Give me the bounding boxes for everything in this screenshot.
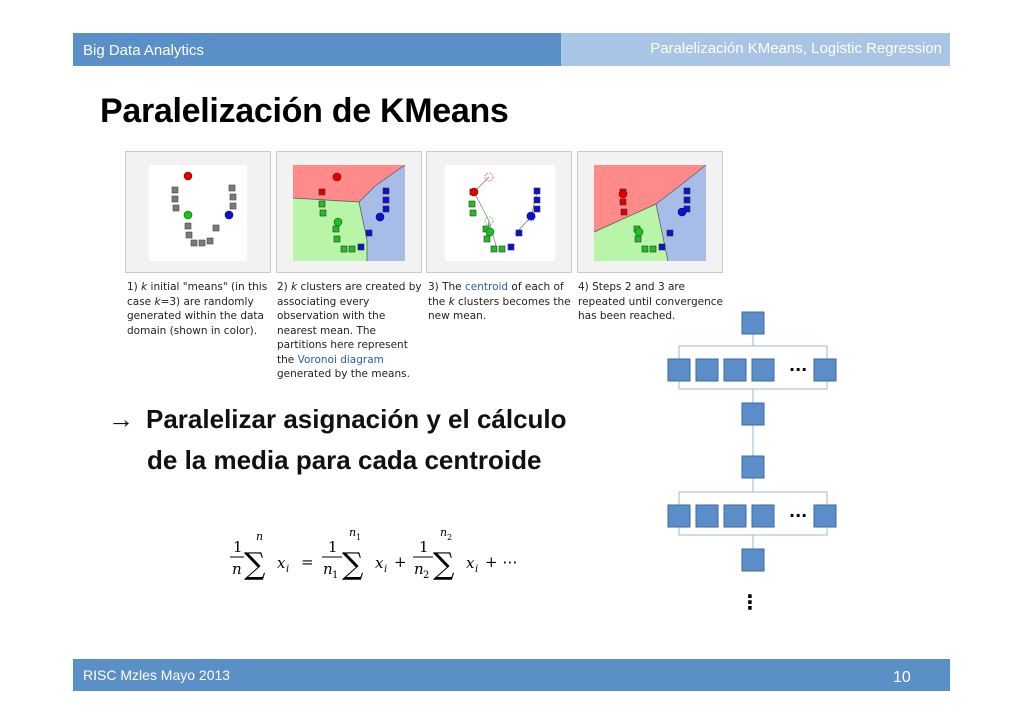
svg-text:2: 2 — [447, 533, 453, 542]
reduce-node — [742, 403, 764, 425]
footer-text: RISC Mzles Mayo 2013 — [83, 667, 231, 683]
svg-text:n: n — [414, 560, 424, 578]
header-course-title: Big Data Analytics — [83, 42, 204, 59]
svg-text:1: 1 — [332, 570, 339, 581]
page-number: 10 — [893, 669, 911, 686]
svg-text:n: n — [349, 526, 357, 539]
kmeans-step2-image — [276, 151, 422, 273]
voronoi-link[interactable]: Voronoi diagram — [297, 353, 384, 366]
formula-lhs-num: 1 — [233, 538, 243, 556]
svg-text:+: + — [394, 553, 407, 571]
arrow-right-icon: → — [108, 404, 134, 434]
svg-text:∑: ∑ — [244, 547, 266, 582]
bullet-line-1: → Paralelizar asignación y el cálculo — [108, 404, 567, 434]
map-source-node — [742, 312, 764, 334]
svg-text:∑: ∑ — [342, 547, 364, 582]
step1-caption: 1) k initial "means" (in this case k=3) are randomly generated within the data domain (shown in color). — [127, 281, 268, 337]
svg-text:1: 1 — [328, 538, 338, 556]
svg-text:i: i — [475, 564, 479, 575]
svg-text:+ ⋯: + ⋯ — [485, 553, 518, 571]
svg-text:=: = — [301, 553, 314, 571]
svg-text:i: i — [384, 564, 388, 575]
kmeans-step1-image — [125, 151, 271, 273]
step4-caption: 4) Steps 2 and 3 are repeated until convergence has been reached. — [578, 281, 723, 322]
svg-text:1: 1 — [419, 538, 429, 556]
header-section-title: Paralelización KMeans, Logistic Regression — [650, 40, 942, 57]
svg-text:2: 2 — [423, 570, 430, 581]
svg-text:n: n — [440, 526, 448, 539]
kmeans-step3-image — [426, 151, 572, 273]
step3-caption: 3) The centroid of each of the k clusters becomes the new mean. — [428, 281, 571, 322]
svg-text:1: 1 — [356, 533, 362, 542]
svg-text:i: i — [286, 564, 290, 575]
svg-text:x: x — [277, 554, 286, 572]
diagram-vertical-ellipsis: ⋮ — [740, 592, 760, 614]
svg-text:x: x — [466, 554, 475, 572]
mean-formula — [225, 522, 535, 597]
slide-title: Paralelización de KMeans — [100, 92, 509, 130]
formula-lhs-sup: n — [256, 530, 264, 543]
bullet-line-2: de la media para cada centroide — [147, 445, 542, 475]
svg-text:x: x — [375, 554, 384, 572]
parallel-tree-diagram — [665, 305, 845, 585]
step2-caption: 2) k clusters are created by associating every observation with the nearest mean. The partitions here represent the Voronoi diagram generated by the means. — [277, 281, 422, 380]
svg-text:n: n — [323, 560, 333, 578]
svg-text:∑: ∑ — [433, 547, 455, 582]
formula-lhs-den: n — [232, 560, 242, 578]
centroid-link[interactable]: centroid — [464, 281, 509, 293]
kmeans-step4-image — [577, 151, 723, 273]
diagram-ellipsis-2: ··· — [789, 506, 808, 525]
diagram-ellipsis-1: ··· — [789, 360, 808, 379]
